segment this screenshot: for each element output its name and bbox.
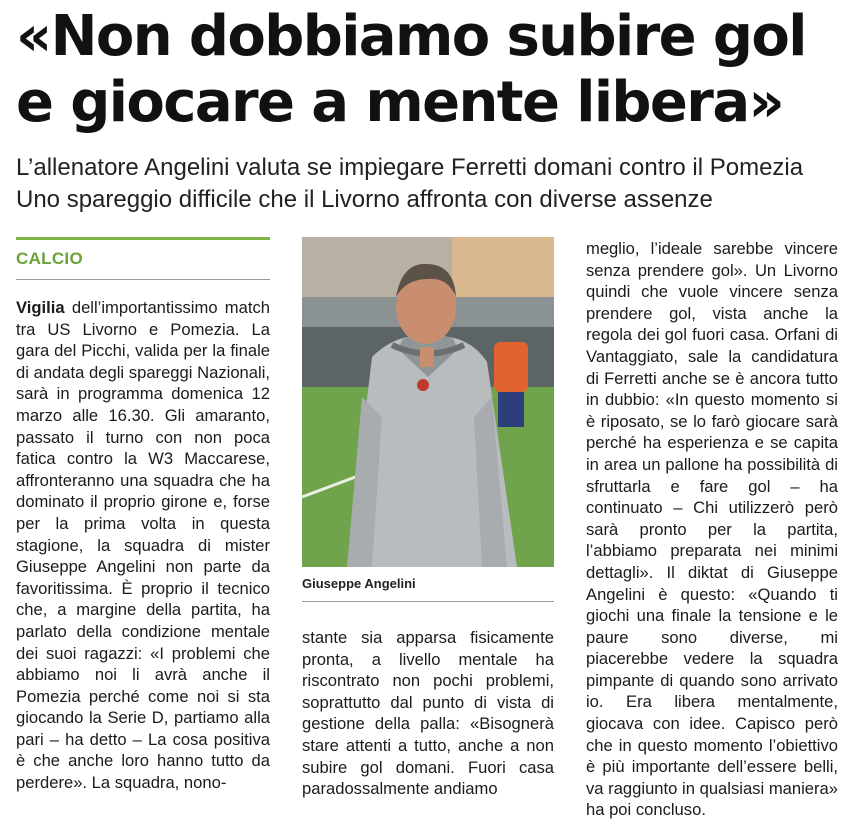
column-1-text: dell’importantissimo match tra US Livorno e Pomezia. La gara del Picchi, valida per la finale di andata degli spareggi Nazionali, sarà in programma domenica 12 marzo alle 16.30. Gli amaranto, passato il turno con non poca fatica contro la W3 Maccarese, affronteranno una squadra che ha dominato il proprio girone e, forse per la prima volta in questa stagione, la squadra di mister Giuseppe Angelini non parte da favoritissima. È proprio il tecnico che, a margine della partita, ha parlato della condizione mentale dei suoi ragazzi: «I problemi che abbiamo noi li avrà anche il Pomezia perché come noi si sta giocando la Serie D, partiamo alla pari – ha detto – La cosa positiva è che anche loro hanno tutto da perdere». La squadra, nono- xyxy=(16,298,270,793)
photo-caption: Giuseppe Angelini xyxy=(302,576,416,591)
section-label: CALCIO xyxy=(16,249,83,268)
lead-word: Vigilia xyxy=(16,298,65,317)
section-header xyxy=(16,237,270,280)
article-column-3: meglio, l’ideale sarebbe vincere senza prendere gol». Un Livorno quindi che vuole vincere senza prendere gol, vista anche la regola dei gol fuori casa. Orfani di Vantaggiato, sale la candidatura di Ferretti anche se è ancora tutto in dubbio: «In questo momento si è riposato, se lo farò giocare sarà perché ha esperienza e se capita in area un pallone ha possibilità di sfruttarla e fare gol – ha continuato – Chi utilizzerò però sarà pronto per la partita, l’abbiamo preparata nei minimi dettagli». Il diktat di Giuseppe Angelini è questo: «Quando ti giochi una finale la tensione e le paure sono diverse, mi piacerebbe vedere la squadra pimpante di quando sono arrivato io. Era libera mentalmente, giocava con idee. Capisco però che in questo momento l’obiettivo è più importante dell’essere belli, va raggiunto in qualsiasi maniera» ha poi concluso. xyxy=(586,239,838,820)
article-column-2: stante sia apparsa fisicamente pronta, a livello mentale ha riscontrato non pochi problemi, soprattutto dal punto di vista di gestione della palla: «Bisognerà stare attenti a tutto, anche a non subire gol domani. Fuori casa paradossalmente andiamo xyxy=(302,628,554,799)
subheadline xyxy=(16,152,846,216)
headline: «Non dobbiamo subire gol e giocare a mente libera» xyxy=(16,4,806,135)
section-bottom-rule xyxy=(16,279,270,280)
subhead-line-1: L’allenatore Angelini valuta se impiegare Ferretti domani contro il Pomezia xyxy=(16,154,804,181)
subhead-line-2: Uno spareggio difficile che il Livorno affronta con diverse assenze xyxy=(16,186,713,213)
coach-photo xyxy=(302,237,554,567)
caption-rule xyxy=(302,601,554,602)
article-column-1 xyxy=(16,297,270,794)
